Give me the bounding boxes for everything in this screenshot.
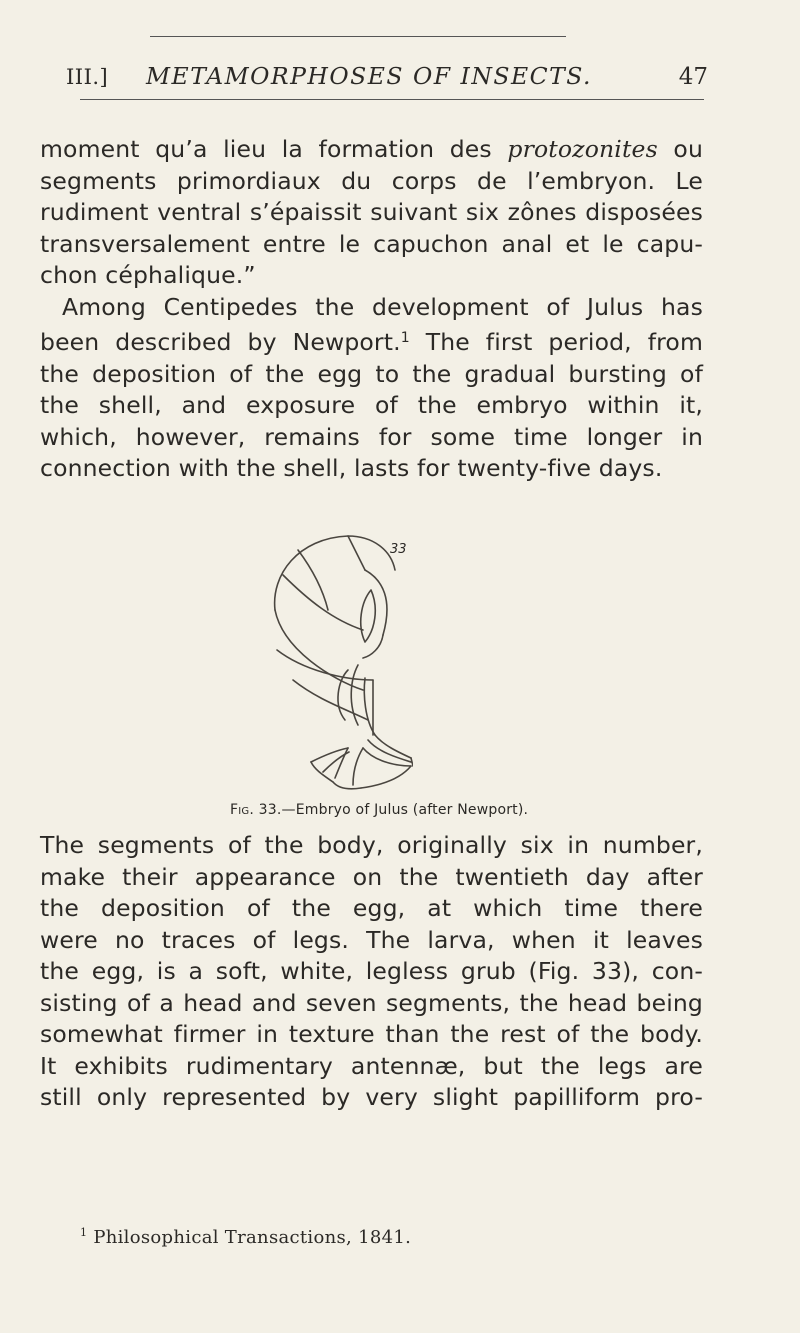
text-line: chon céphalique.” bbox=[40, 261, 256, 289]
text-line: the egg, is a soft, white, legless grub (Fig. 33), con- bbox=[40, 957, 703, 985]
figure-number-label: 33 bbox=[390, 542, 407, 557]
page-number: 47 bbox=[678, 64, 708, 90]
italic-term: protozonites bbox=[507, 135, 658, 163]
text-line: sisting of a head and seven segments, the head being bbox=[40, 988, 703, 1017]
text-line: still only represented by very slight papilliform pro- bbox=[40, 1083, 703, 1111]
text-line: Among Centipedes the development of Julus has bbox=[62, 292, 703, 321]
text-line: somewhat firmer in texture than the rest of the body. bbox=[40, 1020, 703, 1048]
text-line: make their appearance on the twentieth day after bbox=[40, 862, 703, 891]
body-paragraph-bottom bbox=[40, 830, 703, 1114]
text-line: the deposition of the egg, at which time there bbox=[40, 894, 703, 922]
embryo-illustration bbox=[253, 530, 413, 800]
header-rule-top bbox=[150, 36, 566, 37]
running-head bbox=[66, 62, 708, 102]
text-line: The segments of the body, originally six in number, bbox=[40, 831, 703, 859]
text-line: the shell, and exposure of the embryo within it, bbox=[40, 391, 703, 419]
running-title: METAMORPHOSES OF INSECTS. bbox=[146, 62, 593, 90]
text-line: connection with the shell, lasts for twenty-five days. bbox=[40, 454, 663, 482]
text-line: which, however, remains for some time longer in bbox=[40, 422, 703, 451]
footnote bbox=[80, 1226, 680, 1248]
footnote-text: Philosophical Transactions, 1841. bbox=[93, 1227, 412, 1248]
text-line: transversalement entre le capuchon anal et le capu- bbox=[40, 229, 703, 258]
figure-caption bbox=[230, 802, 630, 818]
text-line: were no traces of legs. The larva, when it leaves bbox=[40, 925, 703, 954]
footnote-number: 1 bbox=[80, 1226, 88, 1239]
text-line: It exhibits rudimentary antennæ, but the legs are bbox=[40, 1051, 703, 1080]
text-line: segments primordiaux du corps de l’embryon. Le bbox=[40, 166, 703, 195]
figure-caption-label: Fig. bbox=[230, 802, 255, 818]
header-rule-bottom bbox=[80, 99, 704, 100]
text-line: rudiment ventral s’épaissit suivant six zônes disposées bbox=[40, 198, 703, 226]
text-line: the deposition of the egg to the gradual bursting of bbox=[40, 359, 703, 388]
text-line: been described by Newport.$^1$ The first period, from bbox=[40, 328, 703, 356]
body-paragraphs-top bbox=[40, 134, 703, 485]
section-reference: III.] bbox=[66, 65, 109, 89]
footnote-marker: 1 bbox=[400, 330, 410, 346]
figure-caption-text: 33.—Embryo of Julus (after Newport). bbox=[254, 802, 529, 818]
text-line: moment qu’a lieu la formation des protozonites ou bbox=[40, 135, 703, 163]
